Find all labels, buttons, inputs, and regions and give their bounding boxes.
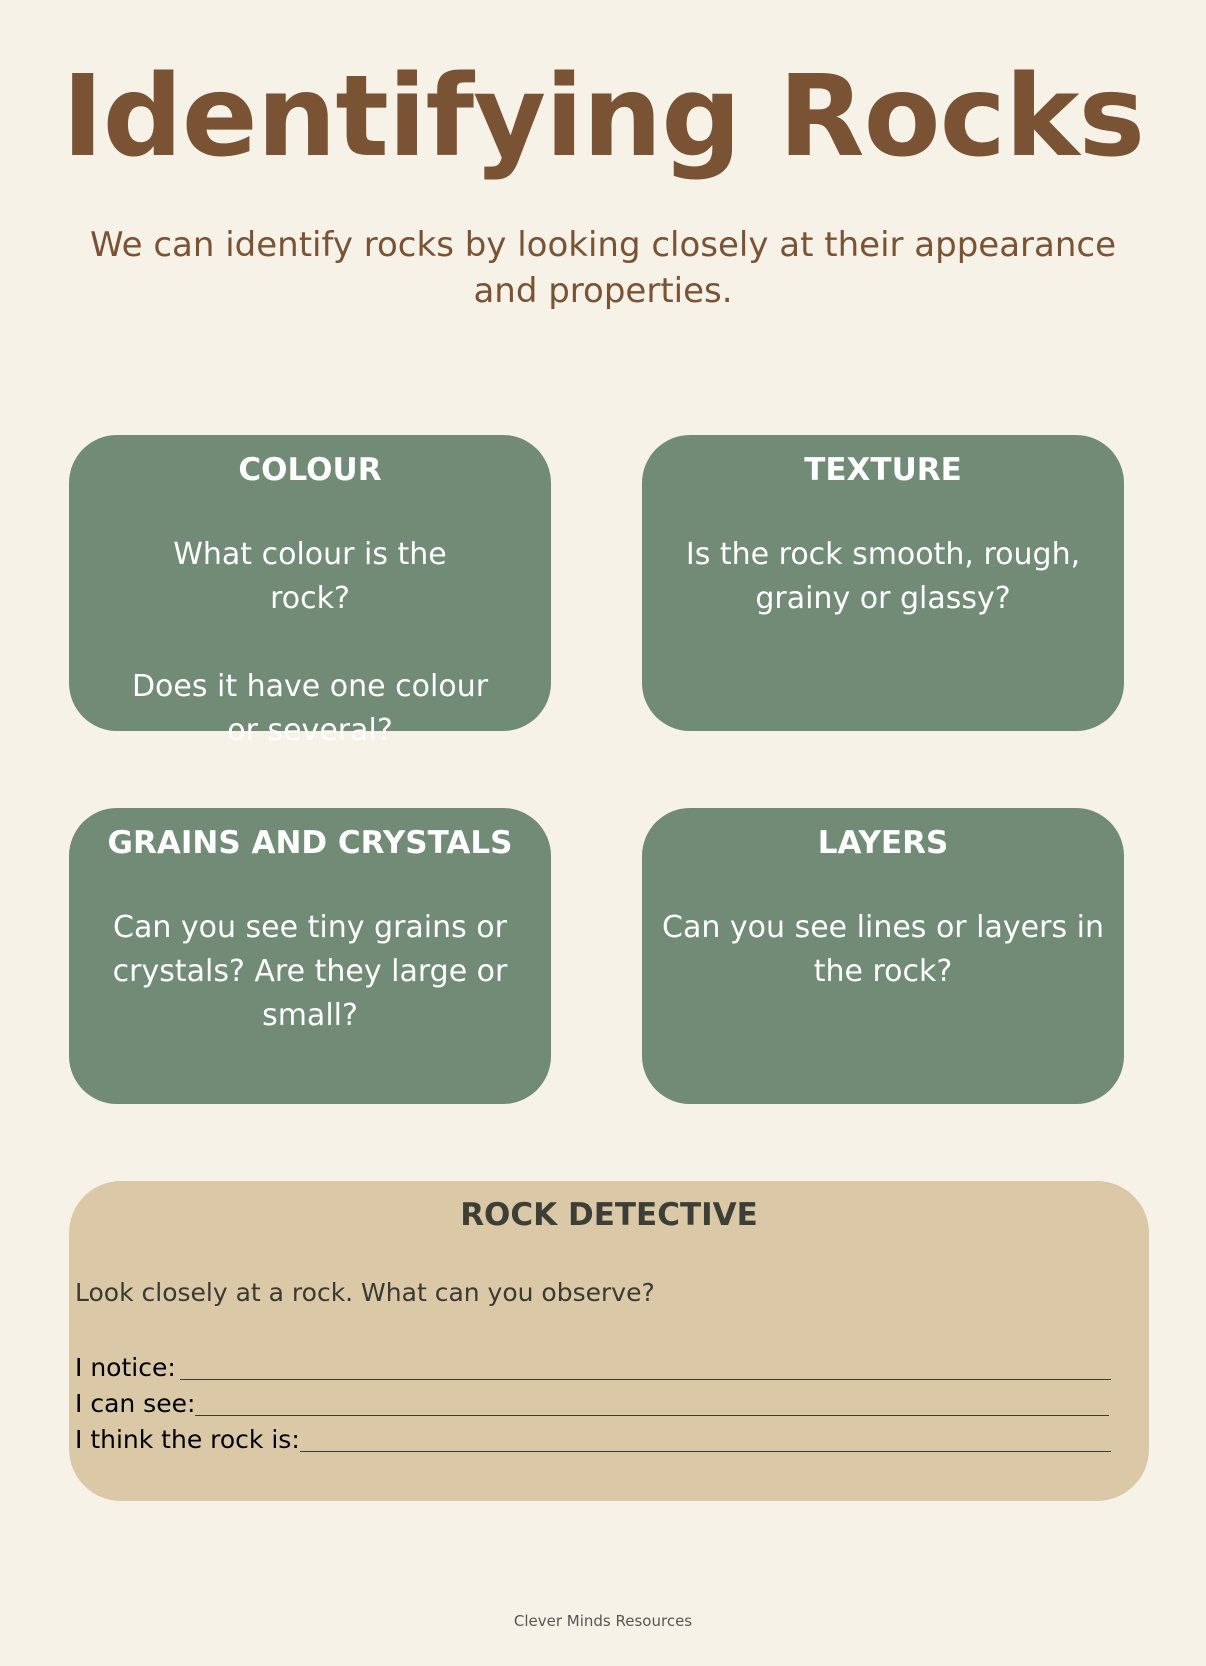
- card-body: [658, 906, 1108, 994]
- card-body: [658, 533, 1108, 621]
- answer-line[interactable]: [195, 1415, 1109, 1416]
- answer-line[interactable]: [300, 1451, 1111, 1452]
- fill-in-line-notice[interactable]: [75, 1350, 1111, 1384]
- card-layers: [642, 808, 1124, 1104]
- card-texture: [642, 435, 1124, 731]
- fill-in-label: I think the rock is:: [75, 1425, 300, 1454]
- card-heading: COLOUR: [238, 452, 382, 488]
- card-colour: [69, 435, 551, 748]
- fill-in-label: I notice:: [75, 1353, 176, 1382]
- page-subtitle: We can identify rocks by looking closely at their appearance and properties.: [89, 225, 1117, 311]
- card-body: [85, 906, 535, 1038]
- card-text: What colour is the rock?: [173, 537, 447, 616]
- card-text: Can you see lines or layers in the rock?: [662, 910, 1104, 989]
- card-text: Can you see tiny grains or crystals? Are they large or small?: [112, 910, 508, 1033]
- page-title: Identifying Rocks: [61, 52, 1145, 182]
- answer-line[interactable]: [180, 1379, 1111, 1380]
- card-text: Does it have one colour or several?: [131, 669, 489, 748]
- fill-in-line-see[interactable]: [75, 1386, 1109, 1420]
- card-grains-and-crystals: [69, 808, 551, 1104]
- card-body: [85, 533, 535, 753]
- card-text: Is the rock smooth, rough, grainy or glassy?: [685, 537, 1081, 616]
- fill-in-label: I can see:: [75, 1389, 196, 1418]
- card-heading: GRAINS AND CRYSTALS: [107, 825, 513, 861]
- fill-in-line-think[interactable]: [75, 1422, 1111, 1456]
- card-heading: LAYERS: [817, 825, 949, 861]
- detective-heading: ROCK DETECTIVE: [460, 1197, 758, 1233]
- card-heading: TEXTURE: [804, 452, 962, 488]
- detective-prompt: Look closely at a rock. What can you observe?: [75, 1278, 655, 1307]
- footer-credit: Clever Minds Resources: [513, 1612, 693, 1630]
